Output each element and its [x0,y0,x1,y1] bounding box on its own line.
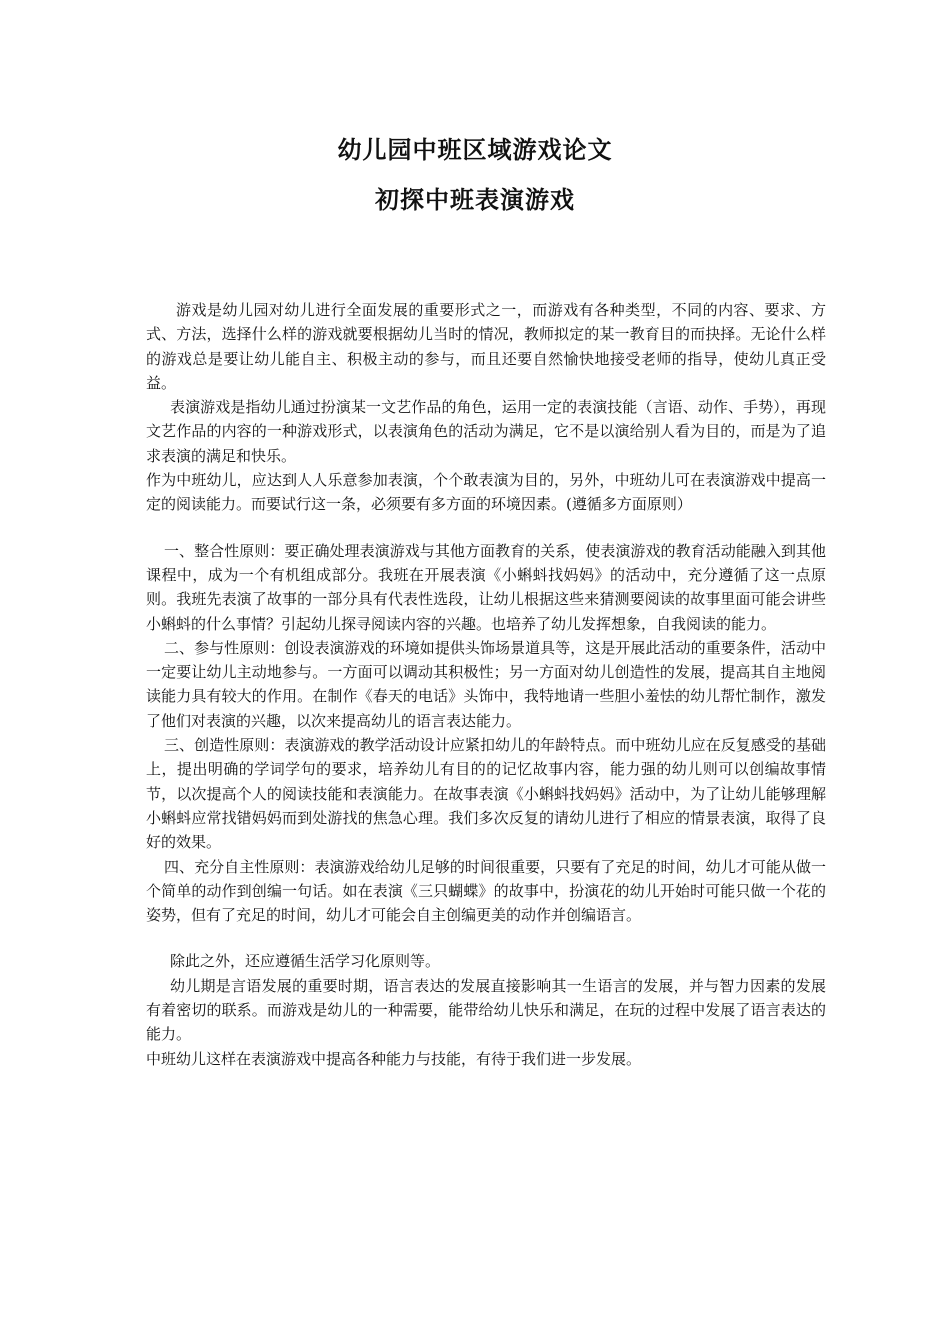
paragraph-principle-1: 一、整合性原则：要正确处理表演游戏与其他方面教育的关系，使表演游戏的教育活动能融入到其他课程中，成为一个有机组成部分。我班在开展表演《小蝌蚪找妈妈》的活动中，充分遵循了这一点原则。我班先表演了故事的一部分具有代表性选段，让幼儿根据这些来猜测要阅读的故事里面可能会讲些小蝌蚪的什么事情？引起幼儿探寻阅读内容的兴趣。也培养了幼儿发挥想象，自我阅读的能力。 [146,541,826,633]
paragraph-goal: 作为中班幼儿，应达到人人乐意参加表演，个个敢表演为目的，另外，中班幼儿可在表演游戏中提高一定的阅读能力。而要试行这一条，必须要有多方面的环境因素。(遵循多方面原则） [146,471,826,514]
paragraph-intro: 游戏是幼儿园对幼儿进行全面发展的重要形式之一，而游戏有各种类型，不同的内容、要求、方式、方法，选择什么样的游戏就要根据幼儿当时的情况，教师拟定的某一教育目的而抉择。无论什么样的游戏总是要让幼儿能自主、积极主动的参与，而且还要自然愉快地接受老师的指导，使幼儿真正受益。 [146,301,826,392]
document-title: 幼儿园中班区域游戏论文 [337,135,613,164]
paragraph-definition: 表演游戏是指幼儿通过扮演某一文艺作品的角色，运用一定的表演技能（言语、动作、手势），再现文艺作品的内容的一种游戏形式，以表演角色的活动为满足，它不是以演给别人看为目的，而是为了追求表演的满足和快乐。 [146,398,826,465]
paragraph-language: 幼儿期是言语发展的重要时期，语言表达的发展直接影响其一生语言的发展，并与智力因素的发展有着密切的联系。而游戏是幼儿的一种需要，能带给幼儿快乐和满足，在玩的过程中发展了语言表达的能力。 [146,976,826,1044]
paragraph-gap [146,927,826,949]
paragraph-principle-2: 二、参与性原则：创设表演游戏的环境如提供头饰场景道具等，这是开展此活动的重要条件，活动中一定要让幼儿主动地参与。一方面可以调动其积极性；另一方面对幼儿创造性的发展，提高其自主地阅读能力具有较大的作用。在制作《春天的电话》头饰中，我特地请一些胆小羞怯的幼儿帮忙制作，激发了他们对表演的兴趣，以次来提高幼儿的语言表达能力。 [146,638,826,730]
paragraph-gap [146,517,826,539]
paragraph-principle-4: 四、充分自主性原则：表演游戏给幼儿足够的时间很重要，只要有了充足的时间，幼儿才可能从做一个简单的动作到创编一句话。如在表演《三只蝴蝶》的故事中，扮演花的幼儿开始时可能只做一个花的姿势，但有了充足的时间，幼儿才可能会自主创编更美的动作并创编语言。 [146,857,826,925]
paragraph-additional: 除此之外，还应遵循生活学习化原则等。 [170,952,441,971]
document-body [146,298,826,1071]
paragraph-principle-3: 三、创造性原则：表演游戏的教学活动设计应紧扣幼儿的年龄特点。而中班幼儿应在反复感受的基础上，提出明确的学词学句的要求，培养幼儿有目的的记忆故事内容，能力强的幼儿则可以创编故事情节，以次提高个人的阅读技能和表演能力。在故事表演《小蝌蚪找妈妈》活动中，为了让幼儿能够理解小蝌蚪应常找错妈妈而到处游找的焦急心理。我们多次反复的请幼儿进行了相应的情景表演，取得了良好的效果。 [146,736,826,852]
paragraph-conclusion: 中班幼儿这样在表演游戏中提高各种能力与技能，有待于我们进一步发展。 [146,1049,642,1068]
document-subtitle: 初探中班表演游戏 [375,185,575,214]
